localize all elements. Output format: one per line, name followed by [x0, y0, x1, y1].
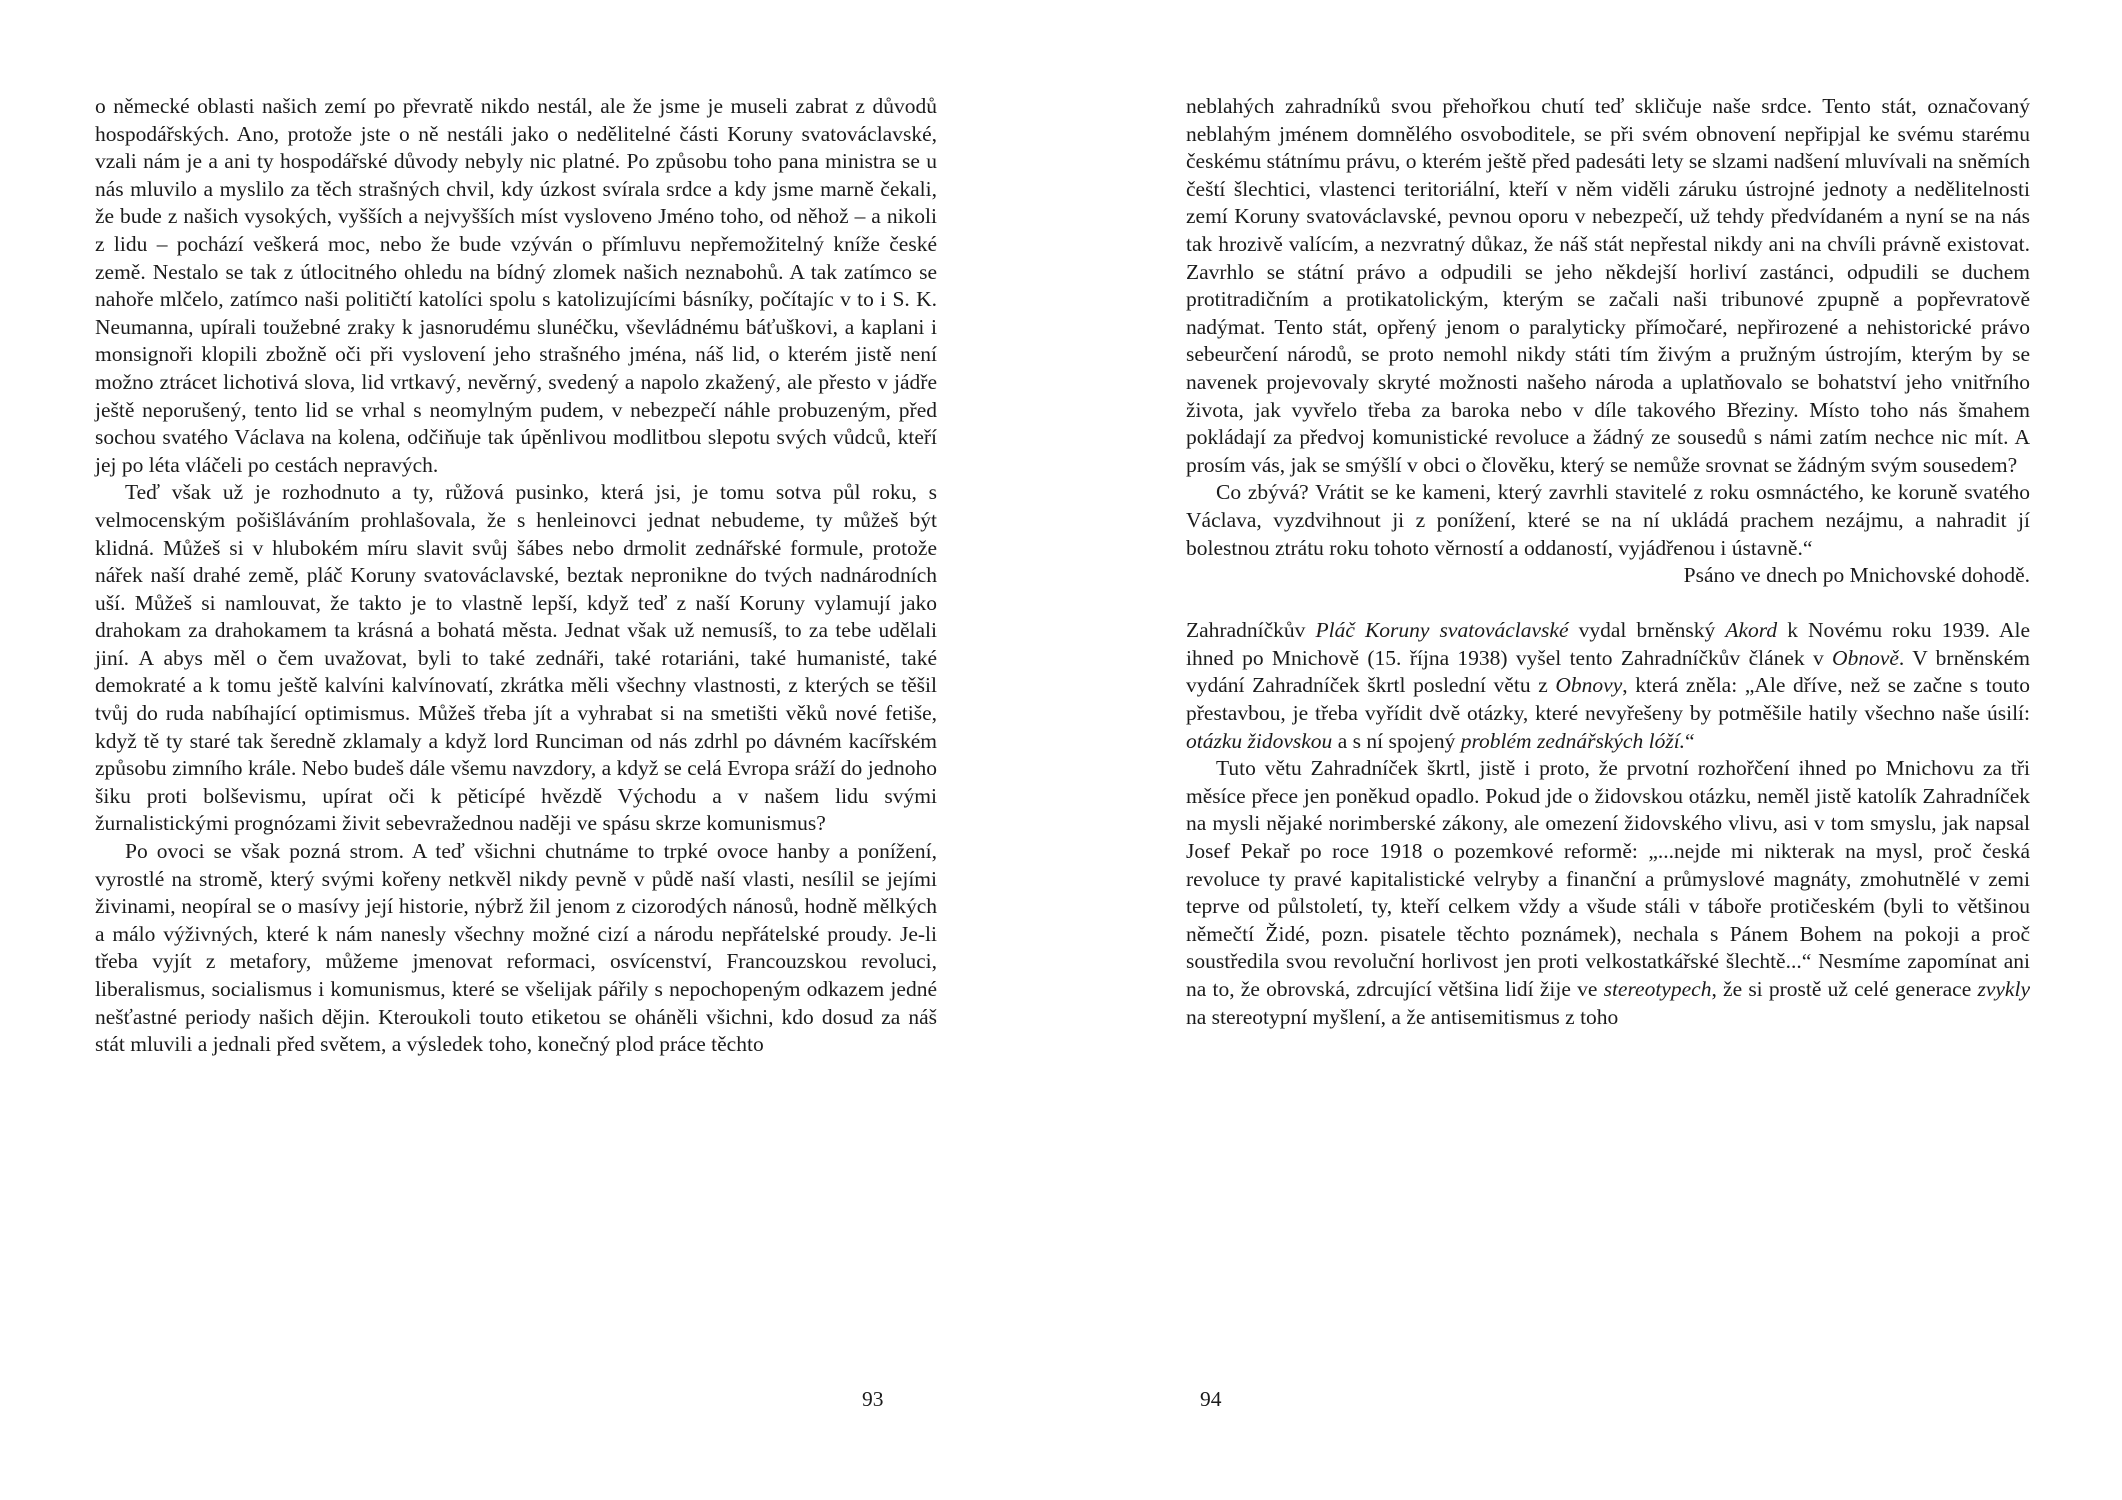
- paragraph: [1186, 479, 2030, 562]
- italic-text-segment: Pláč Koruny svatováclavské: [1315, 618, 1569, 643]
- page-right-text-block: [1186, 93, 2030, 1031]
- italic-text-segment: Obnovy: [1555, 673, 1623, 698]
- text-segment: Teď však už je rozhodnuto a ty, růžová pusinko, která jsi, je tomu sotva půl roku, s velmocenským pošišláváním prohlašovala, že s henleinovci jednat nebudeme, ty můžeš být klidná. Můžeš si v hlubokém míru slavit svůj šábes nebo drmolit zednářské formule, protože nářek naší drahé země, pláč Koruny svatováclavské, beztak nepronikne do tvých nadnárodních uší. Můžeš si namlouvat, že takto je to vlastně lepší, když teď z naší Koruny vylamují jako drahokam za drahokamem ta krásná a bohatá města. Jednat však už nemusíš, to za tebe udělali jiní. A abys měl o čem uvažovat, byli to také zednáři, také rotariáni, také humanisté, také demokraté a k tomu ještě kalvíni kalvínovatí, zkrátka měli všechny vlastnosti, z kterých se těšil tvůj do ruda nabíhající optimismus. Můžeš třeba jít a vyhrabat si na smetišti věků nové fetiše, když tě ty staré tak šeredně zklamaly a když lord Runciman od nás zdrhl po dávném kacířském způsobu zimního krále. Nebo budeš dále všemu navzdory, a když se celá Evropa sráží do jednoho šiku proti bolševismu, upírat oči k pěticípé hvězdě Východu a v našem lidu svými žurnalistickými prognózami živit sebevražednou naději ve spásu skrze komunismus?: [95, 480, 937, 836]
- text-segment: , která zněla: „Ale dříve, než se začne s touto přestavbou, je třeba vyřídit dvě otázky, které nevyřešeny by potměšile hatily všechno naše úsilí:: [1186, 673, 2030, 726]
- italic-text-segment: stereotypech: [1603, 977, 1712, 1001]
- paragraph: [1186, 93, 2030, 479]
- text-segment: Co zbývá? Vrátit se ke kameni, který zavrhli stavitelé z roku osmnáctého, ke koruně svatého Václava, vyzdvihnout ji z ponížení, které se na ní ukládá prachem nezájmu, a nahradit jí bolestnou ztrátu roku tohoto věrností a oddaností, vyjádřenou i ústavně.“: [1186, 480, 2030, 560]
- paragraph: [95, 838, 937, 1059]
- text-segment: vydal brněnský: [1568, 618, 1726, 643]
- text-segment: neblahých zahradníků svou přehořkou chutí teď skličuje naše srdce. Tento stát, označovaný neblahým jménem domnělého osvoboditele, se při svém obnovení nepřipjal ke svému starému českému státnímu právu, o kterém ještě před padesáti lety se slzami nadšení mluvívali na sněmích čeští šlechtici, vlastenci teritoriální, kteří v něm viděli záruku ústrojné jednoty a nedělitelnosti zemí Koruny svatováclavské, pevnou oporu v nebezpečí, už tehdy předvídaném a nyní se na nás tak hrozivě valícím, a nezvratný důkaz, že náš stát nepřestal nikdy ani na chvíli právně existovat. Zavrhlo se státní právo a odpudili se jeho někdejší horliví zastánci, odpudili se duchem protitradičním a protikatolickým, kterým se začali naši tribunové zpupně a popřevratově nadýmat. Tento stát, opřený jenom o paralyticky přímočaré, nepřirozené a nehistorické právo sebeurčení národů, se proto nemohl nikdy státi tím živým a pružným ústrojím, kterým by se navenek projevovaly skryté možnosti našeho národa a uplatňovalo se bohatství jeho vnitřního života, jak vyvřelo třeba za baroka nebo v díle takového Březiny. Místo toho nás šmahem pokládají za předvoj komunistické revoluce a žádný ze sousedů s námi zatím nechce nic mít. A prosím vás, jak se smýšlí v obci o člověku, který se nemůže srovnat se žádným svým sousedem?: [1186, 94, 2030, 477]
- text-segment: o německé oblasti našich zemí po převratě nikdo nestál, ale že jsme je museli zabrat z důvodů hospodářských. Ano, protože jste o ně nestáli jako o nedělitelné části Koruny svatováclavské, vzali nám je a ani ty hospodářské důvody nebyly nic platné. Po způsobu toho pana ministra se u nás mluvilo a myslilo za těch strašných chvil, kdy úzkost svírala srdce a kdy jsme marně čekali, že bude z našich vysokých, vyšších a nejvyšších míst vysloveno Jméno toho, od něhož – a nikoli z lidu – pochází veškerá moc, nebo že bude vzýván o přímluvu nepřemožitelný kníže české země. Nestalo se tak z útlocitného ohledu na bídný zlomek našich neznabohů. A tak zatímco se nahoře mlčelo, zatímco naši političtí katolíci spolu s katolizujícími básníky, počítajíc v to i S. K. Neumanna, upírali toužebné zraky k jasnorudému slunéčku, vševládnému báťuškovi, a kaplani i monsignoři klopili zbožně oči při vyslovení jeho strašného jména, náš lid, o kterém jistě není možno ztrácet lichotivá slova, lid vrtkavý, nevěrný, svedený a napolo zkažený, ale přesto v jádře ještě neporušený, tento lid se vrhal s neomylným pudem, v nebezpečí náhle probuzeným, před sochou svatého Václava na kolena, odčiňuje tak úpěnlivou modlitbou slepotu svých vůdců, kteří jej po léta vláčeli po cestách nepravých.: [95, 94, 937, 477]
- text-segment: Po ovoci se však pozná strom. A teď všichni chutnáme to trpké ovoce hanby a ponížení, vyrostlé na stromě, který svými kořeny netkvěl nikdy pevně v půdě naší vlasti, nesílil se jejími živinami, neopíral se o masívy její historie, nýbrž žil jenom z cizorodých nánosů, hodně mělkých a málo výživných, které k nám nanesly všechny možné cizí a národu nepřátelské proudy. Je-li třeba vyjít z metafory, můžeme jmenovat reformaci, osvícenství, Francouzskou revoluci, liberalismus, socialismus i komunismus, které se všelijak pářily s nepochopeným odkazem jedné nešťastné periody našich dějin. Kteroukoli touto etiketou se oháněli všichni, kdo dosud za náš stát mluvili a jednali před světem, a výsledek toho, konečný plod práce těchto: [95, 839, 937, 1057]
- paragraph: [1186, 562, 2030, 590]
- text-segment: na stereotypní myšlení, a že antisemitismus z toho: [1186, 1004, 1619, 1029]
- paragraph: [1186, 617, 2030, 755]
- page-left-text-block: [95, 93, 937, 1059]
- paragraph: [95, 479, 937, 838]
- page-number-right: 94: [1200, 1387, 1222, 1411]
- italic-text-segment: otázku židovskou: [1186, 728, 1333, 753]
- italic-text-segment: zvykly: [1977, 977, 2030, 1001]
- text-segment: k Novému roku 1939. Ale ihned po Mnichově (15. října 1938) vyšel tento Zahradníčkův článek v: [1186, 618, 2030, 670]
- text-segment: , že si prostě už celé generace: [1711, 977, 1978, 1001]
- page-number-left: 93: [862, 1387, 884, 1411]
- text-segment: Tuto větu Zahradníček škrtl, jistě i proto, že prvotní rozhořčení ihned po Mnichovu za tři měsíce přece jen poněkud opadlo. Pokud jde o židovskou otázku, neměl jistě katolík Zahradníček na mysli nějaké norimberské zákony, ale omezení židovského vlivu, asi v tom smyslu, jak napsal Josef Pekař po roce 1918 o pozemkové reformě: „...nejde mi nikterak na mysl, proč česká revoluce ty pravé kapitalistické velryby a finanční a průmyslové magnáty, zmohutnělé v zemi teprve od půlstoletí, ty, kteří celkem vždy a všude stáli v táboře protičeském (byli to většinou němečtí Židé, pozn. pisatele těchto poznámek), nechala s Pánem Bohem na pokoji a proč soustředila svou revoluční horlivost jen proti velkostatkářské šlechtě...“ Nesmíme zapomínat ani na to, že obrovská, zdrcující většina lidí žije ve: [1186, 756, 2030, 1001]
- text-segment: a s ní spojený: [1332, 728, 1461, 753]
- italic-text-segment: Akord: [1725, 618, 1778, 643]
- paragraph: [95, 93, 937, 479]
- text-segment: . V brněnském vydání Zahradníček škrtl poslední větu z: [1186, 645, 2030, 698]
- italic-text-segment: Obnově: [1832, 645, 1899, 670]
- paragraph: [1186, 755, 2030, 1031]
- text-segment: Psáno ve dnech po Mnichovské dohodě.: [1683, 563, 2030, 588]
- text-segment: Zahradníčkův: [1186, 618, 1316, 643]
- italic-text-segment: problém zednářských lóží.: [1460, 728, 1686, 753]
- text-segment: “: [1685, 728, 1695, 753]
